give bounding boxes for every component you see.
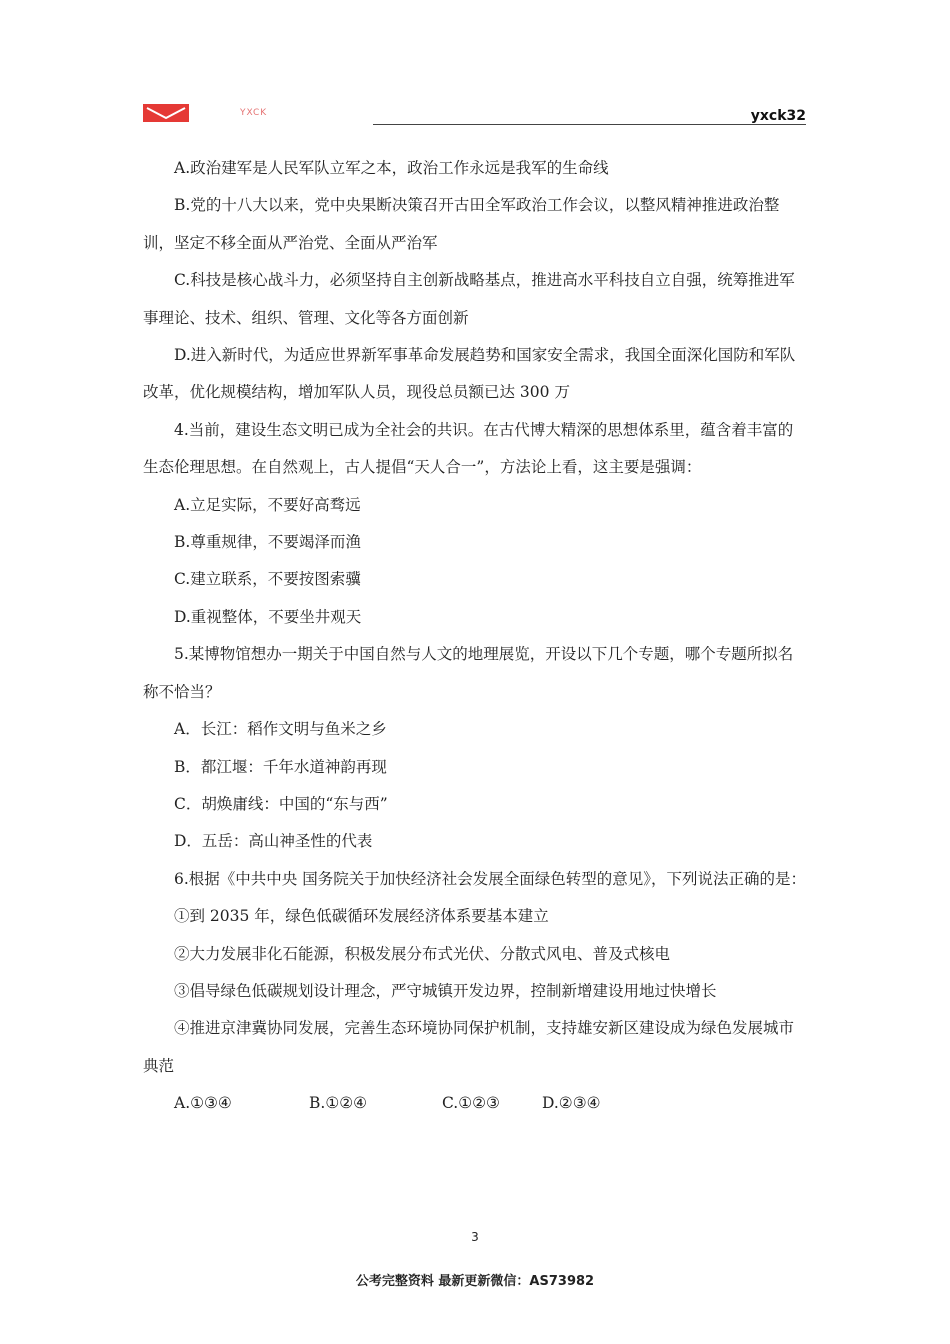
statement-text: ③倡导绿色低碳规划设计理念，严守城镇开发边界，控制新增建设用地过快增长	[174, 981, 717, 1000]
question-text: 6.根据《中共中央 国务院关于加快经济社会发展全面绿色转型的意见》，下列说法正确的是：	[174, 869, 806, 888]
option-text: B.党的十八大以来，党中央果断决策召开古田全军政治工作会议，以整风精神推进政治整训，坚定不移全面从严治党、全面从严治军	[143, 196, 780, 252]
option-text: C.科技是核心战斗力，必须坚持自主创新战略基点，推进高水平科技自立自强，统筹推进军事理论、技术、组织、管理、文化等各方面创新	[143, 271, 795, 327]
option-text: C．胡焕庸线：中国的“东与西”	[174, 794, 388, 813]
option-text: D．五岳：高山神圣性的代表	[174, 832, 373, 851]
option-text: D.进入新时代，为适应世界新军事革命发展趋势和国家安全需求，我国全面深化国防和军队改革，优化规模结构，增加军队人员，现役总员额已达 300 万	[143, 346, 796, 402]
answer-option: A.①③④	[174, 1094, 232, 1113]
question-text: 4.当前，建设生态文明已成为全社会的共识。在古代博大精深的思想体系里，蕴含着丰富的生态伦理思想。在自然观上，古人提倡“天人合一”，方法论上看，这主要是强调：	[143, 420, 794, 477]
option-text: C.建立联系，不要按图索骥	[174, 570, 361, 589]
logo	[143, 104, 189, 122]
statement-text: ②大力发展非化石能源，积极发展分布式光伏、分散式风电、普及式核电	[174, 944, 671, 963]
answer-option: B.①②④	[309, 1094, 368, 1113]
header-code: yxck32	[750, 108, 806, 124]
option-text: B.尊重规律，不要竭泽而渔	[174, 533, 361, 552]
question-text: 5.某博物馆想办一期关于中国自然与人文的地理展览，开设以下几个专题，哪个专题所拟名称不恰当？	[143, 645, 794, 701]
answer-option: C.①②③	[442, 1094, 500, 1113]
document-body	[143, 150, 807, 1123]
answer-options	[143, 1085, 807, 1122]
header-divider	[373, 124, 806, 125]
statement-text: ①到 2035 年，绿色低碳循环发展经济体系要基本建立	[174, 907, 549, 926]
answer-option: D.②③④	[542, 1094, 601, 1113]
option-text: B．都江堰：千年水道神韵再现	[174, 757, 387, 776]
page-number: 3	[471, 1230, 479, 1244]
footer-text: 公考完整资料 最新更新微信：AS73982	[355, 1274, 595, 1289]
brand-text: YXCK	[240, 108, 268, 118]
option-text: D.重视整体，不要坐井观天	[174, 607, 362, 626]
option-text: A.立足实际，不要好高骛远	[174, 495, 361, 514]
option-text: A．长江：稻作文明与鱼米之乡	[174, 720, 387, 739]
option-text: A.政治建军是人民军队立军之本，政治工作永远是我军的生命线	[174, 159, 609, 177]
statement-text: ④推进京津冀协同发展，完善生态环境协同保护机制，支持雄安新区建设成为绿色发展城市典范	[143, 1019, 795, 1075]
